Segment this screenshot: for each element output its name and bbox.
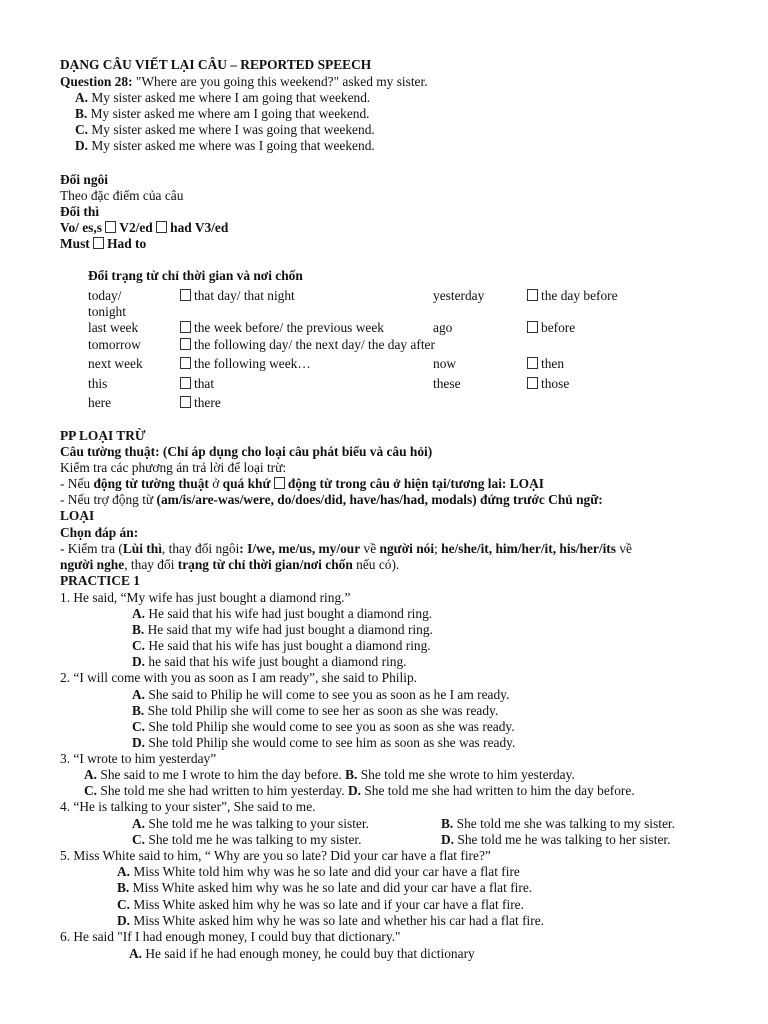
option-c xyxy=(132,832,362,848)
rule-text: ; xyxy=(434,541,442,556)
options-row xyxy=(84,767,575,783)
practice-q4: 4. “He is talking to your sister”, She said to me. xyxy=(60,799,316,814)
option-d xyxy=(441,832,670,848)
adverb-from: next week xyxy=(88,356,143,371)
option-key: C. xyxy=(132,832,146,847)
pp-rule-2 xyxy=(60,492,603,508)
rule-text: , thay đổi ngôi xyxy=(161,541,240,556)
option-text: He said that his wife has just bought a diamond ring. xyxy=(145,638,431,653)
option-key: C. xyxy=(132,719,146,734)
practice-q2: 2. “I will come with you as soon as I am ready”, she said to Philip. xyxy=(60,670,418,685)
adverb-to-text: there xyxy=(194,395,221,410)
adverb-from: this xyxy=(88,376,108,391)
question-label: Question 28: xyxy=(60,74,133,89)
adverb-to xyxy=(180,320,384,336)
arrow-box-icon xyxy=(527,289,538,301)
option-b xyxy=(441,816,675,832)
adverb-to-text: the following week… xyxy=(194,356,311,371)
option-a xyxy=(132,606,432,622)
note-theo: Theo đặc điểm của câu xyxy=(60,188,184,203)
option-key: A. xyxy=(84,767,98,782)
option-key: B. xyxy=(345,767,358,782)
option-key: C. xyxy=(132,638,146,653)
option-key: A. xyxy=(132,687,146,702)
adverb-from: tomorrow xyxy=(88,337,141,352)
rule-text: - Nếu trợ động từ xyxy=(60,492,157,507)
rule-bold: Lùi thì xyxy=(122,541,162,556)
pp-check-1 xyxy=(60,541,632,557)
option-text: He said that his wife had just bought a diamond ring. xyxy=(145,606,433,621)
rule-text: ở xyxy=(208,476,223,491)
pp-check: Kiểm tra các phương án trả lời để loại trừ: xyxy=(60,460,287,475)
arrow-box-icon xyxy=(180,321,191,333)
adverb-to xyxy=(180,337,435,353)
modal-to: Had to xyxy=(107,236,147,251)
option-key: A. xyxy=(129,946,143,961)
adverb-to-text: then xyxy=(541,356,565,371)
arrow-box-icon xyxy=(274,477,285,489)
option-key: A. xyxy=(132,816,146,831)
option-key: A. xyxy=(132,606,146,621)
option-key: A. xyxy=(117,864,131,879)
option-c xyxy=(132,719,515,735)
option-b xyxy=(132,703,498,719)
rule-bold: động từ trong câu ở hiện tại/tương lai: LOẠI xyxy=(287,476,544,491)
page-title: DẠNG CÂU VIẾT LẠI CÂU – REPORTED SPEECH xyxy=(60,57,372,72)
option-key: D. xyxy=(441,832,455,847)
note-doi-ngoi: Đổi ngôi xyxy=(60,172,108,187)
adverb-to-text: the week before/ the previous week xyxy=(194,320,384,335)
adverb-to-text: the following day/ the next day/ the day after xyxy=(194,337,435,352)
option-text: He said that my wife had just bought a diamond ring. xyxy=(144,622,433,637)
option-text: He said if he had enough money, he could buy that dictionary xyxy=(142,946,475,961)
option-key: C. xyxy=(117,897,131,912)
option-text: She told me he was talking to your sister. xyxy=(145,816,369,831)
rule-bold: người nói xyxy=(379,541,435,556)
rule-bold: (am/is/are-was/were, do/does/did, have/has/had, modals) đứng trước Chủ ngữ: xyxy=(156,492,603,507)
option-text: She told me he was talking to her sister. xyxy=(454,832,671,847)
practice-q6: 6. He said "If I had enough money, I could buy that dictionary." xyxy=(60,929,401,944)
option-a xyxy=(132,816,369,832)
option-text: My sister asked me where was I going that weekend. xyxy=(88,138,375,153)
rule-text: , thay đổi xyxy=(124,557,178,572)
adverb-to xyxy=(527,356,564,372)
option-c xyxy=(75,122,375,138)
option-text: She told me she had written to him the day before. xyxy=(360,783,635,798)
arrow-box-icon xyxy=(180,357,191,369)
option-key: D. xyxy=(132,735,146,750)
option-a xyxy=(132,687,509,703)
adverb-to-text: that day/ that night xyxy=(194,288,295,303)
adverb-to-text: before xyxy=(541,320,576,335)
practice-q1: 1. He said, “My wife has just bought a diamond ring.” xyxy=(60,590,351,605)
arrow-box-icon xyxy=(180,377,191,389)
option-a xyxy=(75,90,370,106)
arrow-box-icon xyxy=(156,221,167,233)
option-text: She told me she was talking to my sister. xyxy=(453,816,675,831)
option-text: My sister asked me where I was going that weekend. xyxy=(88,122,375,137)
question-text: "Where are you going this weekend?" asked my sister. xyxy=(132,74,428,89)
option-text: She said to me I wrote to him the day before. xyxy=(97,767,346,782)
option-text: he said that his wife just bought a diamond ring. xyxy=(145,654,407,669)
option-text: She said to Philip he will come to see you as soon as he I am ready. xyxy=(145,687,510,702)
pp-rule-1 xyxy=(60,476,544,492)
adverb-to xyxy=(180,356,311,372)
option-b xyxy=(132,622,433,638)
option-text: Miss White asked him why he was so late and whether his car had a flat fire. xyxy=(130,913,545,928)
pp-heading: PP LOẠI TRỪ xyxy=(60,428,146,443)
rule-text: nếu có). xyxy=(352,557,400,572)
option-key: A. xyxy=(75,90,89,105)
option-key: D. xyxy=(75,138,89,153)
tense-to: had V3/ed xyxy=(170,220,229,235)
option-text: She told me she had written to him yesterday. xyxy=(97,783,348,798)
adverb-from: now xyxy=(433,356,457,371)
adverb-to-text: the day before xyxy=(541,288,618,303)
rule-text: - Nếu xyxy=(60,476,94,491)
option-key: B. xyxy=(441,816,454,831)
question-28 xyxy=(60,74,428,90)
rule-text: về xyxy=(615,541,632,556)
option-b xyxy=(75,106,370,122)
note-doi-thi: Đổi thì xyxy=(60,204,100,219)
adverb-from: these xyxy=(433,376,461,391)
option-a xyxy=(117,864,520,880)
option-key: B. xyxy=(75,106,88,121)
option-key: B. xyxy=(132,622,145,637)
arrow-box-icon xyxy=(180,289,191,301)
arrow-box-icon xyxy=(527,377,538,389)
arrow-box-icon xyxy=(180,396,191,408)
option-key: D. xyxy=(117,913,131,928)
option-d xyxy=(132,735,515,751)
option-d xyxy=(117,913,544,929)
adverb-from: last week xyxy=(88,320,139,335)
option-text: She told me she wrote to him yesterday. xyxy=(357,767,575,782)
rule-bold: động từ tường thuật xyxy=(93,476,209,491)
modal-from: Must xyxy=(60,236,90,251)
option-key: B. xyxy=(132,703,145,718)
note-must xyxy=(60,236,146,252)
option-text: My sister asked me where am I going that weekend. xyxy=(87,106,370,121)
option-text: Miss White told him why was he so late and did your car have a flat fire xyxy=(130,864,520,879)
adverb-from: here xyxy=(88,395,112,410)
rule-bold: : I/we, me/us, my/our xyxy=(239,541,361,556)
option-key: D. xyxy=(347,783,361,798)
option-a xyxy=(129,946,475,962)
option-d xyxy=(132,654,406,670)
option-key: C. xyxy=(75,122,89,137)
option-b xyxy=(117,880,532,896)
adverb-to xyxy=(527,288,618,304)
rule-bold: trạng từ chỉ thời gian/nơi chốn xyxy=(177,557,353,572)
option-text: She told me he was talking to my sister. xyxy=(145,832,362,847)
option-key: C. xyxy=(84,783,98,798)
option-c xyxy=(117,897,524,913)
adverb-from: yesterday xyxy=(433,288,485,303)
option-d xyxy=(75,138,375,154)
option-key: D. xyxy=(132,654,146,669)
adverb-from: ago xyxy=(433,320,453,335)
arrow-box-icon xyxy=(105,221,116,233)
adverb-to-text: that xyxy=(194,376,215,391)
tense-from: Vo/ es,s xyxy=(60,220,102,235)
rule-bold: quá khứ xyxy=(222,476,271,491)
adverb-to xyxy=(527,320,575,336)
rule-bold: he/she/it, him/her/it, his/her/its xyxy=(441,541,616,556)
pp-check-2 xyxy=(60,557,399,573)
option-text: My sister asked me where I am going that weekend. xyxy=(88,90,371,105)
option-text: Miss White asked him why was he so late and did your car have a flat fire. xyxy=(129,880,533,895)
options-row xyxy=(84,783,635,799)
practice-q3: 3. “I wrote to him yesterday” xyxy=(60,751,217,766)
option-text: Miss White asked him why he was so late and if your car have a flat fire. xyxy=(130,897,524,912)
tense-mid: V2/ed xyxy=(119,220,153,235)
practice-q5: 5. Miss White said to him, “ Why are you so late? Did your car have a flat fire?” xyxy=(60,848,491,863)
adverb-to xyxy=(180,376,214,392)
rule-text: - Kiểm tra ( xyxy=(60,541,123,556)
arrow-box-icon xyxy=(527,357,538,369)
rule-text: về xyxy=(360,541,380,556)
rule-bold: người nghe xyxy=(60,557,125,572)
adverb-from: today/ xyxy=(88,288,122,303)
pp-rule-2-end: LOẠI xyxy=(60,508,95,523)
option-text: She told Philip she would come to see you as soon as she was ready. xyxy=(145,719,515,734)
note-tense-shift xyxy=(60,220,228,236)
adverbs-heading: Đổi trạng từ chỉ thời gian và nơi chốn xyxy=(88,268,303,283)
adverb-to xyxy=(527,376,569,392)
pp-choose: Chọn đáp án: xyxy=(60,525,139,540)
practice-heading: PRACTICE 1 xyxy=(60,573,140,588)
arrow-box-icon xyxy=(527,321,538,333)
option-key: B. xyxy=(117,880,130,895)
adverb-to xyxy=(180,288,295,304)
adverb-to xyxy=(180,395,221,411)
option-text: She told Philip she will come to see her as soon as she was ready. xyxy=(144,703,499,718)
option-text: She told Philip she would come to see him as soon as she was ready. xyxy=(145,735,516,750)
option-c xyxy=(132,638,431,654)
adverb-to-text: those xyxy=(541,376,570,391)
pp-sub: Câu tường thuật: (Chỉ áp dụng cho loại câu phát biểu và câu hỏi) xyxy=(60,444,433,459)
arrow-box-icon xyxy=(93,237,104,249)
arrow-box-icon xyxy=(180,338,191,350)
adverb-from: tonight xyxy=(88,304,126,319)
